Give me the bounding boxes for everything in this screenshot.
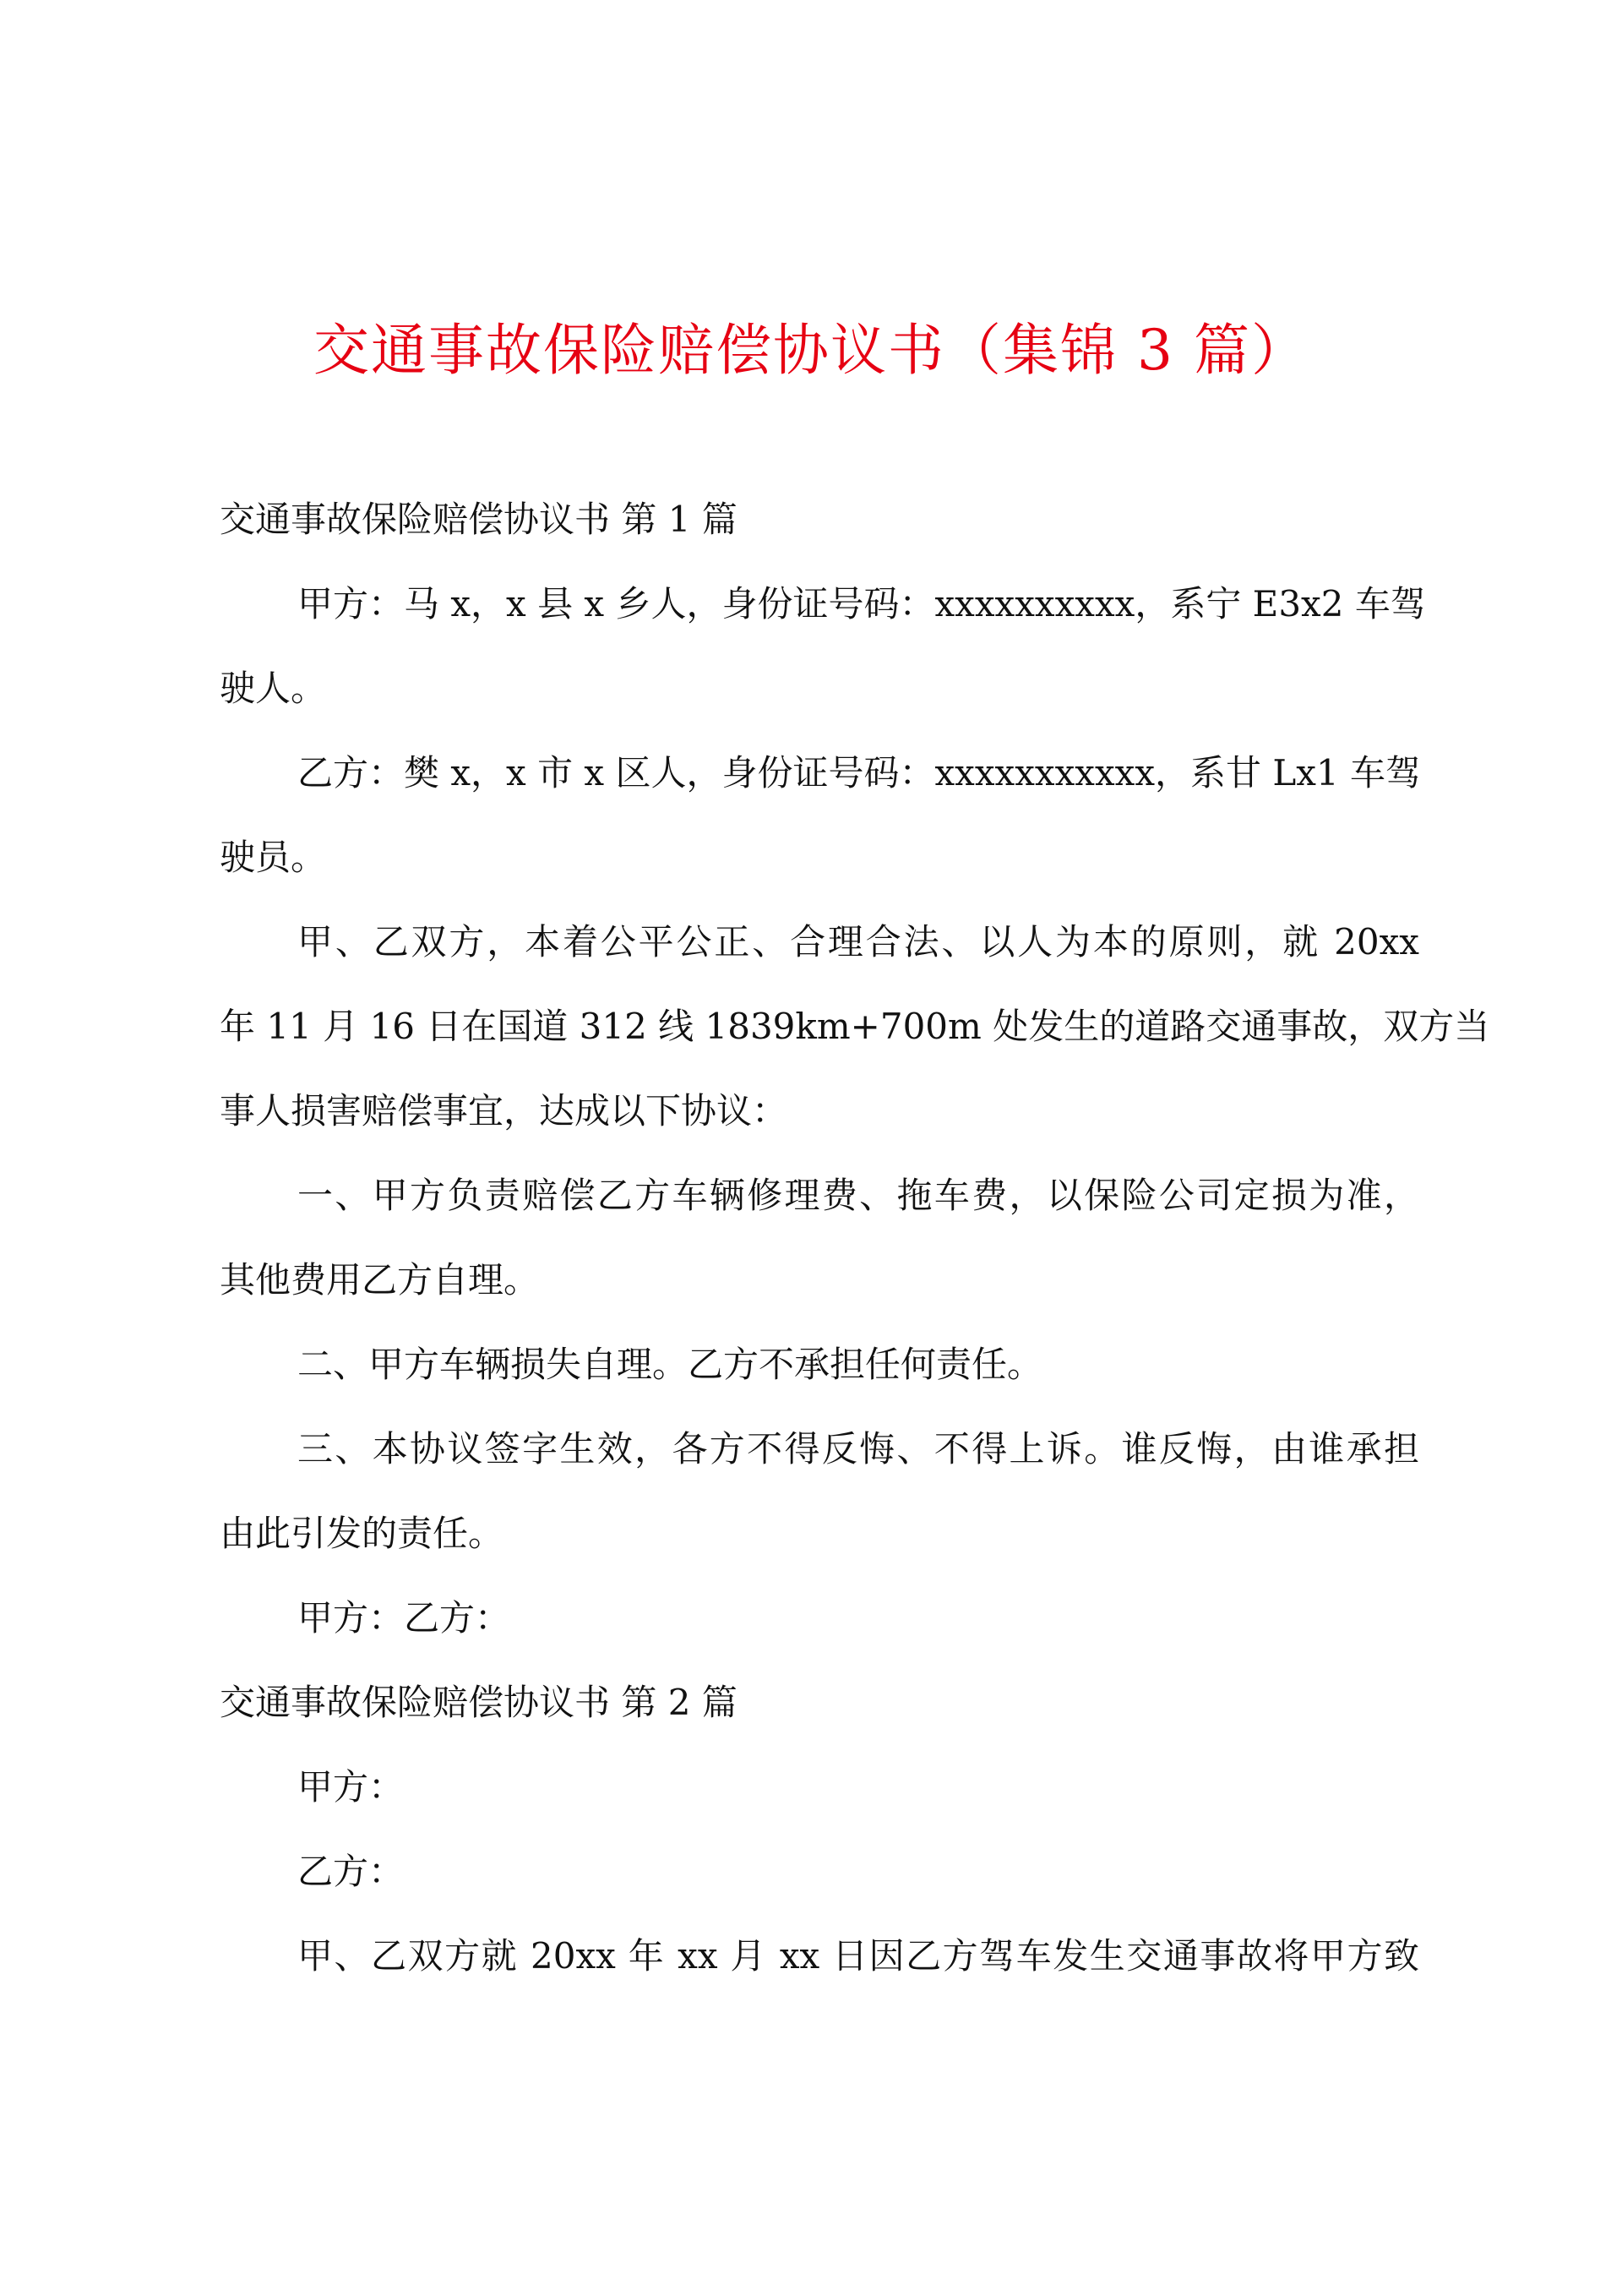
party-a-line: 甲方： [297,1766,405,1808]
section-heading: 交通事故保险赔偿协议书 第 1 篇 [220,499,738,540]
document-body [220,477,1490,1999]
section-heading: 交通事故保险赔偿协议书 第 2 篇 [220,1682,738,1723]
paragraph-line: 一、甲方负责赔偿乙方车辆修理费、拖车费，以保险公司定损为准， [297,1175,1419,1216]
paragraph-line: 由此引发的责任。 [220,1513,504,1554]
paragraph-line: 驶人。 [220,668,327,709]
paragraph-line: 乙方：樊 x，x 市 x 区人，身份证号码：xxxxxxxxxxx，系甘 Lx1 车驾 [297,752,1422,794]
paragraph-line: 事人损害赔偿事宜，达成以下协议： [220,1090,788,1132]
paragraph-line: 驶员。 [220,837,327,878]
party-b-line: 乙方： [297,1851,405,1892]
paragraph-line: 二、甲方车辆损失自理。乙方不承担任何责任。 [297,1344,1043,1385]
paragraph-line: 甲方：马 x，x 县 x 乡人，身份证号码：xxxxxxxxxx，系宁 E3x2 车驾 [297,583,1426,624]
paragraph-line: 三、本协议签字生效，各方不得反悔、不得上诉。谁反悔，由谁承担 [297,1428,1419,1470]
signature-line: 甲方：乙方： [297,1597,511,1639]
paragraph-line: 年 11 月 16 日在国道 312 线 1839km+700m 处发生的道路交通事故，双方当 [220,1006,1490,1047]
paragraph-line: 其他费用乙方自理。 [220,1259,540,1301]
document-title: 交通事故保险赔偿协议书（集锦 3 篇） [313,318,1309,383]
paragraph-line: 甲、乙双方，本着公平公正、合理合法、以人为本的原则，就 20xx [297,921,1419,963]
paragraph-line: 甲、乙双方就 20xx 年 xx 月 xx 日因乙方驾车发生交通事故将甲方致 [297,1935,1419,1977]
